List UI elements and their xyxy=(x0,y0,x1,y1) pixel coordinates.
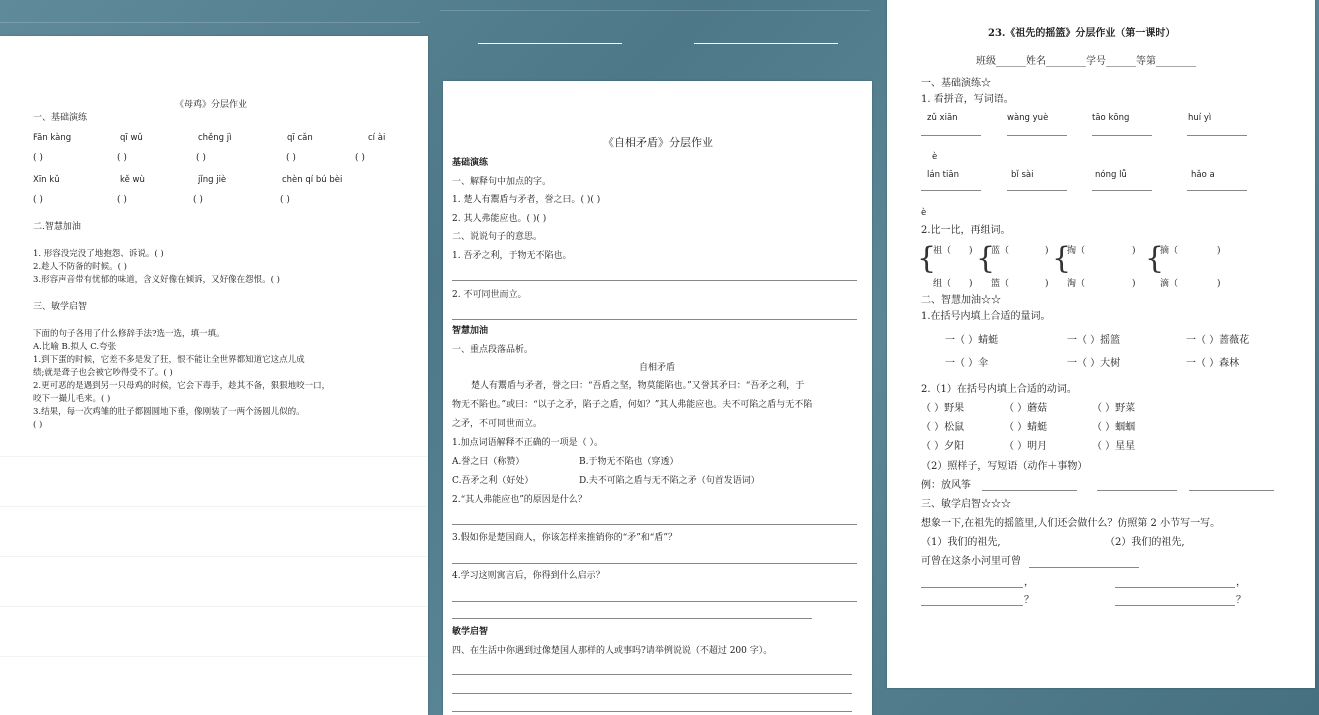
pinyin: chěng jì xyxy=(198,133,232,143)
passage-title: 自相矛盾 xyxy=(639,363,676,373)
student-info: 班级______姓名________学号______等第________ xyxy=(976,56,1196,67)
answer-prompt: 可曾在这条小河里可曾 xyxy=(921,556,1021,567)
passage: 之矛，不可同世而立。 xyxy=(452,419,543,429)
section-heading: 一、基础演练☆ xyxy=(921,78,991,89)
measure-word: 一（ ）蜻蜓 xyxy=(945,335,999,346)
question: 想象一下,在祖先的摇篮里,人们还会做什么？仿照第 2 小节写一写。 xyxy=(921,518,1221,529)
question: 1. 楚人有鬻盾与矛者，誉之曰。( )( ) xyxy=(452,195,601,205)
sentence: 绩;就是聋子也会被它吵得受不了。( ) xyxy=(33,368,173,378)
question: 1.加点词语解释不正确的一项是（ ）。 xyxy=(452,438,603,448)
question: 3.形容声音带有忧郁的味道，含义好像在倾诉，又好像在怨恨。( ) xyxy=(33,275,280,285)
sentence: ( ) xyxy=(33,420,43,430)
section-heading: 一、基础演练 xyxy=(33,113,88,123)
pinyin: chèn qí bú bèi xyxy=(282,175,343,185)
answer-prompt: （2）我们的祖先, xyxy=(1105,537,1185,548)
option: A.誉之曰（称赞） xyxy=(452,457,525,467)
punctuation: ， xyxy=(1024,577,1034,588)
section-heading: 三、敏学启智 xyxy=(33,302,88,312)
pinyin: wàng yuè xyxy=(1007,113,1049,123)
question: 4.学习这则寓言后，你得到什么启示？ xyxy=(452,571,605,581)
compare-char: 篮（ xyxy=(991,279,1010,289)
section-heading: 基础演练 xyxy=(452,158,489,168)
brace-icon: { xyxy=(976,241,996,276)
question: 二、说说句子的意思。 xyxy=(452,232,543,242)
brace-icon: { xyxy=(917,241,937,276)
passage: 楚人有鬻盾与矛者，誉之曰：“吾盾之坚，物莫能陷也。”又誉其矛曰：“吾矛之利，于 xyxy=(471,381,805,391)
compare-close: ) xyxy=(1217,279,1221,289)
page-title: 《自相矛盾》分层作业 xyxy=(603,136,713,149)
pinyin: tāo kōng xyxy=(1092,113,1130,123)
pinyin: qī cǎn xyxy=(287,133,313,143)
sentence: 咬下一撮儿毛来。( ) xyxy=(33,394,111,404)
question: 2.趁人不防备的时候。( ) xyxy=(33,262,127,272)
compare-close: ) xyxy=(1217,246,1221,256)
pinyin: qī wǔ xyxy=(120,133,143,143)
background-line xyxy=(0,22,420,23)
measure-word: 一（ ）蔷薇花 xyxy=(1186,335,1250,346)
background-line xyxy=(440,10,870,11)
answer-blank: ( ) xyxy=(193,195,203,205)
answer-blank: ( ) xyxy=(286,153,296,163)
compare-char: 掏（ xyxy=(1067,246,1086,256)
section-heading: 智慧加油 xyxy=(452,326,489,336)
question: 2.“其人弗能应也”的原因是什么？ xyxy=(452,495,587,505)
pinyin: kě wù xyxy=(120,175,145,185)
pinyin: Fān kàng xyxy=(33,133,72,143)
question: 一、解释句中加点的字。 xyxy=(452,177,552,187)
answer-blank: ( ) xyxy=(196,153,206,163)
compare-close: ) xyxy=(969,246,973,256)
answer-blank: ( ) xyxy=(117,195,127,205)
pinyin: nóng lǚ xyxy=(1095,170,1127,180)
question: 2.（1）在括号内填上合适的动词。 xyxy=(921,384,1077,395)
answer-blank: ( ) xyxy=(33,153,43,163)
option: D.夫不可陷之盾与无不陷之矛（句首发语词） xyxy=(579,476,760,486)
section-heading: 敏学启智 xyxy=(452,627,489,637)
punctuation: ？ xyxy=(1236,595,1246,606)
section-heading: 二、智慧加油☆☆ xyxy=(921,295,1001,306)
sentence: 1.到下蛋的时候，它差不多是发了狂，恨不能让全世界都知道它这点儿成 xyxy=(33,355,305,365)
verb-blank: （ ）蘑菇 xyxy=(1004,403,1048,414)
verb-blank: （ ）蝈蝈 xyxy=(1092,422,1136,433)
pinyin: cí ài xyxy=(368,133,386,143)
question: 一、重点段落品析。 xyxy=(452,345,534,355)
answer-blank: ( ) xyxy=(117,153,127,163)
answer-blank: ( ) xyxy=(33,195,43,205)
verb-blank: （ ）星星 xyxy=(1092,441,1136,452)
tone-mark: è xyxy=(932,152,938,162)
question: 2. 其人弗能应也。( )( ) xyxy=(452,214,547,224)
verb-blank: （ ）野菜 xyxy=(1092,403,1136,414)
compare-char: 淘（ xyxy=(1067,279,1086,289)
page-title: 《母鸡》分层作业 xyxy=(175,100,248,110)
question: 3.假如你是楚国商人，你该怎样来推销你的“矛”和“盾”？ xyxy=(452,533,677,543)
compare-close: ) xyxy=(1045,279,1049,289)
measure-word: 一（ ）伞 xyxy=(945,358,989,369)
compare-char: 摘（ xyxy=(1160,246,1179,256)
pinyin: huí yì xyxy=(1188,113,1212,123)
compare-close: ) xyxy=(1132,246,1136,256)
top-divider-left xyxy=(478,43,622,44)
pinyin: zǔ xiān xyxy=(927,113,958,123)
pinyin: hǎo a xyxy=(1191,170,1215,180)
compare-close: ) xyxy=(969,279,973,289)
punctuation: ， xyxy=(1236,577,1246,588)
pinyin: jǐng jiè xyxy=(198,175,227,185)
compare-char: 滴（ xyxy=(1160,279,1179,289)
example: 例：放风筝 xyxy=(921,480,971,491)
options: A.比喻 B.拟人 C.夸张 xyxy=(33,342,117,352)
option: C.吾矛之利（好处） xyxy=(452,476,534,486)
option: B.于物无不陷也（穿透） xyxy=(579,457,679,467)
verb-blank: （ ）野果 xyxy=(921,403,965,414)
pinyin: bǐ sài xyxy=(1011,170,1034,180)
worksheet-zuxian-yaolan xyxy=(887,0,1315,688)
measure-word: 一（ ）森林 xyxy=(1186,358,1240,369)
pinyin: Xīn kǔ xyxy=(33,175,60,185)
question: 1. 看拼音，写词语。 xyxy=(921,94,1014,105)
sentence: 2.更可恶的是遇到另一只母鸡的时候，它会下毒手，趁其不备，狠狠地咬一口， xyxy=(33,381,331,391)
verb-blank: （ ）松鼠 xyxy=(921,422,965,433)
sentence: 3.结果，每一次鸡雏的肚子都圆圆地下垂，像刚装了一两个汤圆儿似的。 xyxy=(33,407,305,417)
page-title: 23.《祖先的摇篮》分层作业（第一课时） xyxy=(988,28,1176,39)
question: 1. 形容没完没了地抱怨、诉说。( ) xyxy=(33,249,164,259)
answer-blank: ( ) xyxy=(355,153,365,163)
answer-prompt: （1）我们的祖先, xyxy=(921,537,1001,548)
question: 1. 吾矛之利，于物无不陷也。 xyxy=(452,251,572,261)
brace-icon: { xyxy=(1145,241,1165,276)
instruction: 下面的句子各用了什么修辞手法?选一选，填一填。 xyxy=(33,329,225,339)
brace-icon: { xyxy=(1052,241,1072,276)
section-heading: 三、敏学启智☆☆☆ xyxy=(921,499,1011,510)
punctuation: ？ xyxy=(1024,595,1034,606)
worksheet-zixiangmaodun xyxy=(443,81,872,715)
answer-blank: ( ) xyxy=(280,195,290,205)
verb-blank: （ ）蜻蜓 xyxy=(1004,422,1048,433)
verb-blank: （ ）夕阳 xyxy=(921,441,965,452)
compare-char: 祖（ xyxy=(933,246,952,256)
question: 四、在生活中你遇到过像楚国人那样的人或事吗?请举例说说（不超过 200 字）。 xyxy=(452,646,773,656)
compare-close: ) xyxy=(1132,279,1136,289)
worksheet-muji xyxy=(0,36,428,715)
measure-word: 一（ ）摇篮 xyxy=(1067,335,1121,346)
compare-char: 组（ xyxy=(933,279,952,289)
top-divider-right xyxy=(694,43,838,44)
question: （2）照样子，写短语（动作＋事物） xyxy=(921,461,1088,472)
section-heading: 二.智慧加油 xyxy=(33,222,81,232)
compare-char: 蓝（ xyxy=(991,246,1010,256)
question: 1.在括号内填上合适的量词。 xyxy=(921,311,1051,322)
pinyin: lán tiān xyxy=(927,170,959,180)
question: 2. 不可同世而立。 xyxy=(452,290,527,300)
verb-blank: （ ）明月 xyxy=(1004,441,1048,452)
passage: 物无不陷也。”或曰：“以子之矛，陷子之盾，何如？”其人弗能应也。夫不可陷之盾与无不陷 xyxy=(452,400,813,410)
tone-mark: è xyxy=(921,208,927,218)
question: 2.比一比，再组词。 xyxy=(921,225,1011,236)
compare-close: ) xyxy=(1045,246,1049,256)
measure-word: 一（ ）大树 xyxy=(1067,358,1121,369)
